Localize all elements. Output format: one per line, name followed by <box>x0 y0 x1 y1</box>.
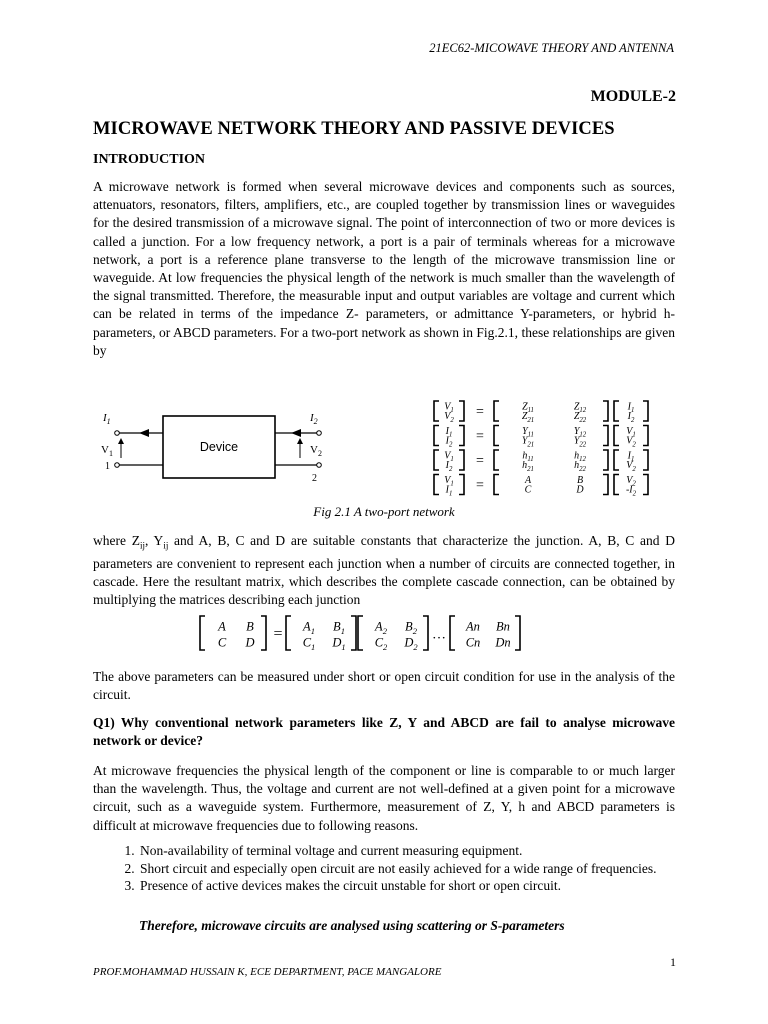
running-header: 21EC62-MICOWAVE THEORY AND ANTENNA <box>429 41 674 55</box>
abcd-paragraph: where $Z_{ij}$, $Y_{ij}$ and A, B, C and D are suitable constants that characterize the junction. A, B, C and D parameters are convenient to represent each junction when a number of circuits are connected together, in cascade. Here the resultant matrix, which describes the complete cascade connection, can be obtained by multiplying the matrices describing each junction <box>93 533 675 608</box>
bracket-right <box>643 401 648 421</box>
matrix-entry: $h_{12}$ <box>574 450 586 464</box>
reasons-list <box>93 842 675 895</box>
parameter-equations <box>430 398 680 498</box>
page-title: MICROWAVE NETWORK THEORY AND PASSIVE DEVICES <box>93 119 615 139</box>
bracket-left <box>434 450 439 470</box>
vector-entry: $V_1$ <box>444 474 454 488</box>
section-heading-introduction: INTRODUCTION <box>93 152 206 167</box>
label-i1: $I_1$ <box>103 412 111 426</box>
two-port-network-diagram <box>95 402 330 502</box>
vector-entry: $V_2$ <box>626 435 636 449</box>
bracket-left <box>494 426 499 446</box>
vector-entry: $V_1$ <box>444 450 454 464</box>
vector-entry: $I_2$ <box>445 460 453 473</box>
matrix-entry: D <box>576 484 584 496</box>
bracket-right <box>643 426 648 446</box>
matrix-entry: $h_{11}$ <box>522 450 534 464</box>
bracket-left <box>434 401 439 421</box>
bracket-left <box>434 475 439 495</box>
vector-entry: $I_2$ <box>445 435 453 449</box>
bracket-right <box>643 475 648 495</box>
bracket-right <box>351 616 356 650</box>
vector-entry: $V_1$ <box>626 425 636 439</box>
bracket-right <box>643 450 648 470</box>
bracket-right <box>261 616 266 650</box>
bracket-left <box>434 426 439 446</box>
matrix-entry: $D_2$ <box>404 635 418 653</box>
module-label: MODULE-2 <box>590 88 676 105</box>
matrix-entry: C <box>524 484 532 496</box>
bracket-right <box>459 426 464 446</box>
matrix-entry: $Y_{11}$ <box>522 425 534 439</box>
equals-sign: = <box>273 625 283 643</box>
vector-entry: $V_2$ <box>626 474 636 488</box>
matrix-entry: C <box>217 635 227 650</box>
port1-top-terminal <box>115 431 120 436</box>
figure-caption: Fig 2.1 A two-port network <box>313 504 455 519</box>
bracket-left <box>614 450 619 470</box>
bracket-left <box>614 401 619 421</box>
bracket-right <box>459 450 464 470</box>
matrix-entry: $Y_{12}$ <box>573 425 587 439</box>
equals-sign: = <box>476 453 484 469</box>
label-v1: $V_1$ <box>101 444 113 458</box>
conclusion-text: Therefore, microwave circuits are analysed using scattering or S-parameters <box>139 918 565 933</box>
list-item: 3. Presence of active devices makes the circuit unstable for short or open circuit. <box>138 877 675 895</box>
list-item: 1. Non-availability of terminal voltage and current measuring equipment. <box>138 842 675 860</box>
matrix-entry: $Y_{22}$ <box>573 435 587 449</box>
matrix-entry: A <box>218 619 226 634</box>
matrix-entry: D <box>245 635 255 650</box>
matrix-entry: An <box>466 619 480 634</box>
matrix-entry: $C_2$ <box>374 635 388 653</box>
equals-sign: = <box>476 477 484 493</box>
matrix-entry: $Z_{21}$ <box>521 411 535 424</box>
vector-entry: $I_1$ <box>627 401 635 415</box>
vector-entry: $I_1$ <box>445 425 453 439</box>
bracket-left <box>614 475 619 495</box>
matrix-entry: $D_1$ <box>332 635 346 653</box>
matrix-entry: $B_2$ <box>405 619 417 636</box>
matrix-entry: Dn <box>495 635 511 650</box>
page-number: 1 <box>670 955 676 969</box>
bracket-left <box>494 401 499 421</box>
port2-bottom-terminal <box>317 463 322 468</box>
bracket-right <box>603 475 608 495</box>
bracket-right <box>459 475 464 495</box>
port2-top-terminal <box>317 431 322 436</box>
measurement-paragraph: The above parameters can be measured under short or open circuit condition for use in the analysis of the circuit. <box>93 669 675 703</box>
matrix-entry: $A_1$ <box>303 619 315 636</box>
bracket-left <box>358 616 363 650</box>
vector-entry: $I_1$ <box>627 450 635 464</box>
label-i2: $I_2$ <box>310 412 318 426</box>
label-port1: 1 <box>105 461 110 472</box>
matrix-entry: $Y_{21}$ <box>521 435 535 449</box>
matrix-entry: $A_2$ <box>375 619 387 636</box>
footer-author: PROF.MOHAMMAD HUSSAIN K, ECE DEPARTMENT, PACE MANGALORE <box>93 966 442 978</box>
ellipsis: … <box>432 627 446 643</box>
device-label: Device <box>199 440 239 454</box>
equals-sign: = <box>476 428 484 444</box>
equals-sign: = <box>476 404 484 420</box>
bracket-right <box>603 450 608 470</box>
current-i1-arrow <box>139 429 149 437</box>
bracket-left <box>200 616 205 650</box>
vector-entry: $V_2$ <box>626 460 636 473</box>
bracket-left <box>286 616 291 650</box>
bracket-right <box>603 401 608 421</box>
matrix-entry: $C_1$ <box>302 635 316 653</box>
list-item: 2. Short circuit and especially open circuit are not easily achieved for a wide range of frequencies. <box>138 860 675 878</box>
matrix-entry: Bn <box>496 619 510 634</box>
vector-entry: $V_1$ <box>444 401 454 415</box>
matrix-entry: $h_{22}$ <box>574 460 586 473</box>
label-v2: $V_2$ <box>310 444 322 458</box>
bracket-right <box>603 426 608 446</box>
v1-arrow-head <box>118 438 124 444</box>
question-q1: Q1) Why conventional network parameters like Z, Y and ABCD are fail to analyse microwave network or device? <box>93 715 675 749</box>
q1-answer-paragraph: At microwave frequencies the physical length of the component or line is comparable to or much larger than the wavelength. Thus, the voltage and current are not well-defined at a given point for a microwave circuit, such as a waveguide system. Furthermore, measurement of Z, Y, h and ABCD parameters is difficult at microwave frequencies due to following reasons. <box>93 763 675 833</box>
label-port2: 2 <box>312 473 317 484</box>
matrix-entry: $Z_{22}$ <box>573 411 587 424</box>
bracket-left <box>450 616 455 650</box>
matrix-entry: $Z_{11}$ <box>522 401 534 415</box>
bracket-left <box>614 426 619 446</box>
cascade-equation <box>198 612 568 656</box>
vector-entry: $-I_2$ <box>625 484 637 498</box>
bracket-left <box>494 475 499 495</box>
matrix-entry: $Z_{12}$ <box>573 401 587 415</box>
introduction-paragraph: A microwave network is formed when several microwave devices and components such as sources, attenuators, resonators, filters, amplifiers, etc., are coupled together by transmission lines or waveguides for the desired transmission of a microwave signal. The point of interconnection of two or more devices is called a junction. For a low frequency network, a port is a pair of terminals whereas for a microwave network, a port is a reference plane transverse to the length of the microwave transmission line or waveguide. At low frequencies the physical length of the network is much smaller than the wavelength of the signal transmitted. Therefore, the measurable input and output variables are voltage and current which can be related in terms of the impedance Z- parameters, or admittance Y-parameters, or hybrid h-parameters, or ABCD parameters. For a two-port network as shown in Fig.2.1, these relationships are given by <box>93 179 675 358</box>
bracket-right <box>515 616 520 650</box>
matrix-entry: $h_{21}$ <box>522 460 534 473</box>
matrix-entry: Cn <box>465 635 481 650</box>
matrix-entry: B <box>576 474 584 486</box>
vector-entry: $I_2$ <box>627 411 635 424</box>
bracket-left <box>494 450 499 470</box>
bracket-right <box>459 401 464 421</box>
port1-bottom-terminal <box>115 463 120 468</box>
matrix-entry: $B_1$ <box>333 619 345 636</box>
matrix-entry: A <box>524 474 532 486</box>
current-i2-arrow <box>291 429 301 437</box>
vector-entry: $I_1$ <box>445 484 453 498</box>
vector-entry: $V_2$ <box>444 411 454 424</box>
matrix-entry: B <box>246 619 254 634</box>
bracket-right <box>423 616 428 650</box>
v2-arrow-head <box>297 438 303 444</box>
